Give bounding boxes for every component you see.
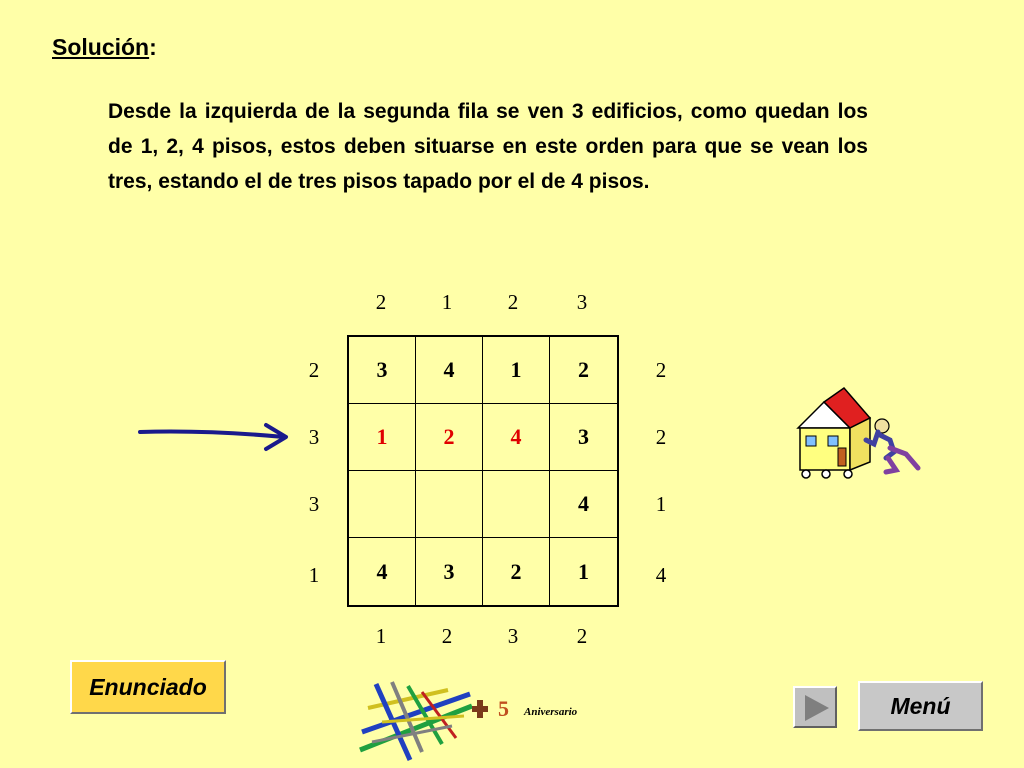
- grid-cell: 4: [349, 538, 416, 605]
- play-next-icon: [801, 693, 831, 723]
- grid-cell: 1: [578, 558, 589, 584]
- clue-left-4: 1: [308, 562, 320, 587]
- logo-text: Aniversario: [524, 706, 578, 718]
- grid-cell: 3: [416, 538, 483, 605]
- house-mover-icon: [790, 382, 930, 482]
- clue-top-2: 1: [441, 289, 453, 314]
- clue-left-2: 3: [308, 424, 320, 449]
- arrow-right-icon: [138, 418, 290, 454]
- clue-right-3: 1: [655, 491, 667, 516]
- grid-cell: 3: [550, 404, 617, 471]
- clue-right-2: 2: [655, 424, 667, 449]
- enunciado-button[interactable]: Enunciado: [70, 660, 226, 714]
- solution-title-colon: :: [149, 34, 157, 60]
- grid-cell: [416, 471, 483, 538]
- clue-left-1: 2: [308, 357, 320, 382]
- grid-cell: 2: [483, 538, 550, 605]
- clue-right-4: 4: [655, 562, 667, 587]
- clue-bottom-1: 1: [375, 623, 387, 648]
- clue-bottom-4: 2: [576, 623, 588, 648]
- grid-cell-highlighted: 2: [416, 404, 483, 471]
- grid-cell: 4: [550, 471, 617, 538]
- solution-title: [52, 34, 157, 61]
- puzzle-grid: [347, 335, 619, 607]
- grid-cell-highlighted: 4: [483, 404, 550, 471]
- clue-bottom-3: 3: [507, 623, 519, 648]
- clue-bottom-2: 2: [441, 623, 453, 648]
- anniversary-logo-icon: [352, 672, 592, 766]
- clue-top-3: 2: [507, 289, 519, 314]
- clue-right-1: 2: [655, 357, 667, 382]
- grid-cell-highlighted: 1: [349, 404, 416, 471]
- clue-left-3: 3: [308, 491, 320, 516]
- grid-cell: [483, 471, 550, 538]
- clue-top-1: 2: [375, 289, 387, 314]
- menu-button[interactable]: Menú: [858, 681, 983, 731]
- grid-cell: 3: [349, 337, 416, 404]
- solution-title-word: Solución: [52, 34, 150, 60]
- clue-top-4: 3: [576, 289, 588, 314]
- next-button[interactable]: [793, 686, 837, 728]
- grid-cell: 2: [550, 337, 617, 404]
- grid-cell: [349, 471, 416, 538]
- grid-cell: 1: [483, 337, 550, 404]
- explanation-text: Desde la izquierda de la segunda fila se ven 3 edificios, como quedan los de 1, 2, 4 pisos, estos deben situarse en este orden para que se vean los tres, estando el de tres pisos tapado por el de 4 pisos.: [108, 100, 868, 193]
- grid-cell: 4: [416, 337, 483, 404]
- logo-number: 5: [498, 696, 509, 721]
